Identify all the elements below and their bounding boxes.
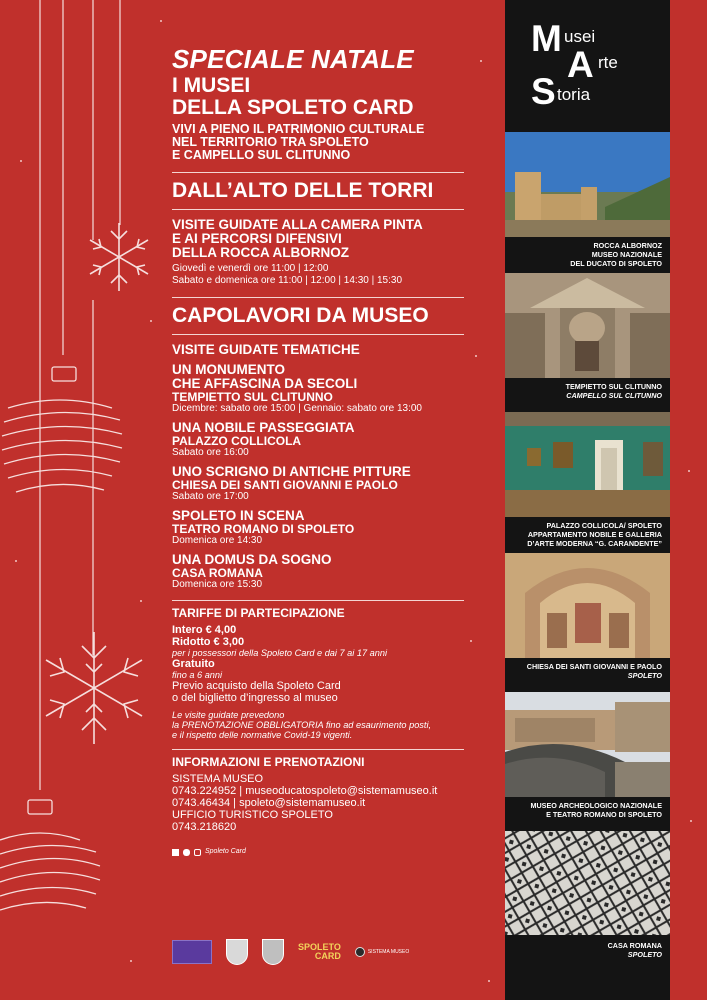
- tour-item: [172, 421, 492, 459]
- tour-title: SPOLETO IN SCENA: [172, 508, 305, 523]
- photo-panel-chiesa: [505, 553, 670, 692]
- booking-note-1: Le visite guidate prevedono: [172, 710, 285, 720]
- main-content: [172, 44, 492, 857]
- sparkle-dot: [688, 470, 690, 472]
- sparkle-dot: [140, 600, 142, 602]
- instagram-icon[interactable]: [194, 849, 201, 856]
- tempietto-clitunno-image: [505, 273, 670, 378]
- section1-times-2: Sabato e domenica ore 11:00 | 12:00 | 14:30 | 15:30: [172, 275, 402, 286]
- snowflake-top-icon: [90, 223, 148, 291]
- social-row: [172, 847, 492, 857]
- spoleto-card-logo: SPOLETO CARD: [298, 942, 341, 961]
- price-ridotto-note: per i possessori della Spoleto Card e dai 7 ai 17 anni: [172, 648, 388, 658]
- previo-line-1: Previo acquisto della Spoleto Card: [172, 680, 341, 692]
- tour-time: Dicembre: sabato ore 15:00 | Gennaio: sabato ore 13:00: [172, 403, 422, 414]
- price-intero: Intero € 4,00: [172, 624, 237, 636]
- photo-caption: CASA ROMANA SPOLETO: [607, 941, 662, 959]
- subtitle-line-1: VIVI A PIENO IL PATRIMONIO CULTURALE: [172, 122, 425, 136]
- divider: [172, 209, 464, 210]
- section2-heading: VISITE GUIDATE TEMATICHE: [172, 342, 360, 357]
- section1-heading-3: DELLA ROCCA ALBORNOZ: [172, 245, 349, 260]
- sparkle-dot: [690, 820, 692, 822]
- town-crest-logo: [262, 939, 284, 965]
- title-spoleto-card: DELLA SPOLETO CARD: [172, 96, 414, 119]
- palazzo-collicola-image: [505, 412, 670, 517]
- teatro-romano-image: [505, 692, 670, 797]
- social-handle[interactable]: Spoleto Card: [205, 848, 246, 855]
- sparkle-dot: [160, 20, 162, 22]
- tour-time: Sabato ore 17:00: [172, 491, 249, 502]
- photo-caption: MUSEO ARCHEOLOGICO NAZIONALE E TEATRO ROMANO DI SPOLETO: [530, 801, 662, 819]
- bauble-top-icon: [2, 367, 122, 492]
- sparkle-dot: [488, 980, 490, 982]
- photo-panel-tempietto: [505, 273, 670, 412]
- price-gratuito-note: fino a 6 anni: [172, 670, 223, 680]
- photo-caption: CHIESA DEI SANTI GIOVANNI E PAOLO SPOLETO: [526, 662, 662, 680]
- divider: [172, 334, 464, 335]
- subtitle-line-2: NEL TERRITORIO TRA SPOLETO: [172, 135, 369, 149]
- tour-title: UNA NOBILE PASSEGGIATA: [172, 420, 355, 435]
- photo-panel-rocca: [505, 132, 670, 273]
- info-phone-2[interactable]: 0743.218620: [172, 821, 237, 833]
- snowflake-bottom-icon: [46, 632, 142, 744]
- photo-caption: TEMPIETTO SUL CLITUNNO CAMPELLO SUL CLITUNNO: [565, 382, 662, 400]
- tour-place: CASA ROMANA: [172, 566, 263, 580]
- photo-caption: PALAZZO COLLICOLA/ SPOLETO APPARTAMENTO NOBILE E GALLERIA D’ARTE MODERNA “G. CARANDENTE”: [527, 521, 662, 548]
- tour-time: Domenica ore 14:30: [172, 535, 263, 546]
- section2-title: CAPOLAVORI DA MUSEO: [172, 304, 429, 327]
- tour-title: UNO SCRIGNO DI ANTICHE PITTURE: [172, 464, 411, 479]
- sistema-museo-logo: SISTEMA MUSEO: [355, 947, 409, 957]
- sparkle-dot: [150, 320, 152, 322]
- title-i-musei: I MUSEI: [172, 74, 251, 97]
- photo-panel-teatro: [505, 692, 670, 831]
- photo-panel-casa-romana: [505, 831, 670, 969]
- tour-place: CHIESA DEI SANTI GIOVANNI E PAOLO: [172, 478, 398, 492]
- section1-heading-2: E AI PERCORSI DIFENSIVI: [172, 231, 342, 246]
- section1-title: DALL’ALTO DELLE TORRI: [172, 179, 434, 202]
- section1-times-1: Giovedì e venerdì ore 11:00 | 12:00: [172, 263, 329, 274]
- chiesa-santi-giovanni-paolo-image: [505, 553, 670, 658]
- info-org-1: SISTEMA MUSEO: [172, 773, 264, 785]
- twitter-icon[interactable]: [183, 849, 190, 856]
- divider: [172, 172, 464, 173]
- christmas-decorations: [0, 0, 170, 1000]
- info-contact-2[interactable]: 0743.46434 | spoleto@sistemamuseo.it: [172, 797, 366, 809]
- photo-panel-collicola: [505, 412, 670, 553]
- divider: [172, 749, 464, 750]
- divider: [172, 600, 464, 601]
- divider: [172, 297, 464, 298]
- sparkle-dot: [130, 960, 132, 962]
- info-org-2: UFFICIO TURISTICO SPOLETO: [172, 809, 333, 821]
- info-title: INFORMAZIONI E PRENOTAZIONI: [172, 755, 365, 769]
- price-ridotto: Ridotto € 3,00: [172, 636, 245, 648]
- region-logo: [172, 940, 212, 964]
- tour-item: [172, 465, 492, 503]
- tariffe-title: TARIFFE DI PARTECIPAZIONE: [172, 606, 345, 620]
- sparkle-dot: [15, 560, 17, 562]
- bauble-bottom-icon: [0, 800, 100, 910]
- tour-item: [172, 509, 492, 547]
- city-crest-logo: [226, 939, 248, 965]
- booking-note-2: la PRENOTAZIONE OBBLIGATORIA fino ad esaurimento posti,: [172, 720, 432, 730]
- previo-line-2: o del biglietto d’ingresso al museo: [172, 692, 338, 704]
- casa-romana-mosaic-image: [505, 831, 670, 935]
- sistema-museo-icon: [355, 947, 365, 957]
- tour-place: PALAZZO COLLICOLA: [172, 434, 302, 448]
- subtitle-line-3: E CAMPELLO SUL CLITUNNO: [172, 148, 351, 162]
- tour-title: UN MONUMENTO: [172, 362, 285, 377]
- tour-title: UNA DOMUS DA SOGNO: [172, 552, 332, 567]
- tour-place: TEATRO ROMANO DI SPOLETO: [172, 522, 355, 536]
- footer-logos: [172, 935, 472, 969]
- sparkle-dot: [20, 160, 22, 162]
- rocca-albornoz-image: [505, 132, 670, 237]
- price-gratuito: Gratuito: [172, 658, 215, 670]
- title-speciale-natale: SPECIALE NATALE: [172, 44, 414, 74]
- section1-heading-1: VISITE GUIDATE ALLA CAMERA PINTA: [172, 217, 423, 232]
- tour-item: [172, 553, 492, 591]
- tour-title: CHE AFFASCINA DA SECOLI: [172, 376, 358, 391]
- tour-place: TEMPIETTO SUL CLITUNNO: [172, 390, 333, 404]
- photo-caption: ROCCA ALBORNOZ MUSEO NAZIONALE DEL DUCATO DI SPOLETO: [570, 241, 662, 268]
- tour-time: Domenica ore 15:30: [172, 579, 263, 590]
- tour-item: [172, 363, 492, 415]
- facebook-icon[interactable]: [172, 849, 179, 856]
- musei-arte-storia-logo: M usei A rte S toria: [531, 18, 618, 112]
- booking-note-3: e il rispetto delle normative Covid-19 vigenti.: [172, 730, 353, 740]
- tour-time: Sabato ore 16:00: [172, 447, 249, 458]
- photo-column: [505, 0, 670, 1000]
- info-contact-1[interactable]: 0743.224952 | museoducatospoleto@sistemamuseo.it: [172, 785, 438, 797]
